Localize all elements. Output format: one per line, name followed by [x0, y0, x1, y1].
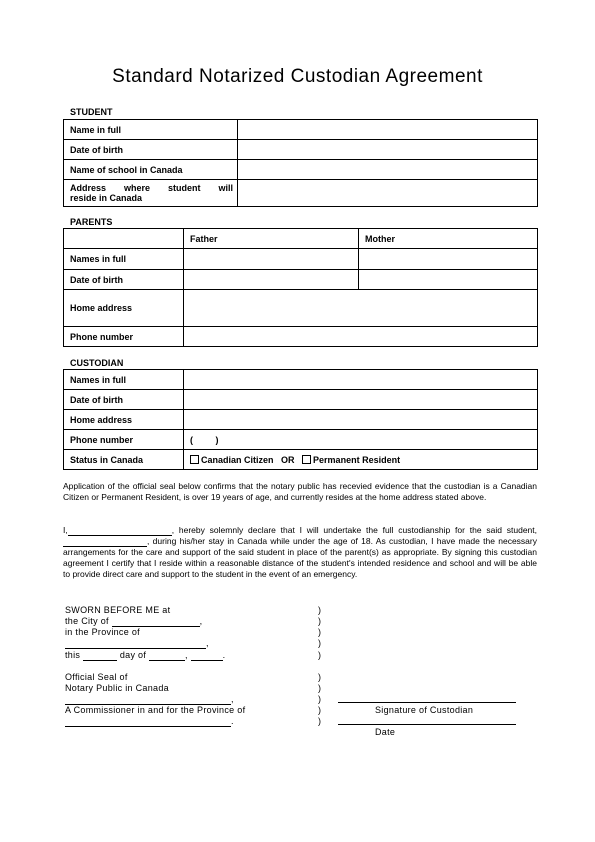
notary-blank[interactable]	[65, 695, 231, 705]
bracket-1: )	[318, 605, 321, 615]
custodian-dob-field[interactable]	[184, 390, 538, 410]
custodian-address-field[interactable]	[184, 410, 538, 430]
mother-dob-field[interactable]	[359, 270, 538, 290]
notary-public-label: Notary Public in Canada	[65, 683, 169, 693]
bracket-4: )	[318, 638, 321, 648]
parents-corner-cell	[64, 229, 184, 249]
sworn-before-me: SWORN BEFORE ME at	[65, 605, 171, 615]
date-label: Date	[375, 727, 396, 737]
bracket-8: )	[318, 694, 321, 704]
canadian-citizen-label: Canadian Citizen	[201, 454, 274, 465]
declaration-student-blank[interactable]	[63, 537, 147, 547]
father-dob-field[interactable]	[184, 270, 359, 290]
student-name-label: Name in full	[64, 120, 238, 140]
custodian-name-label: Names in full	[64, 370, 184, 390]
date-line[interactable]	[338, 724, 516, 725]
father-name-field[interactable]	[184, 249, 359, 270]
mother-name-field[interactable]	[359, 249, 538, 270]
student-address-label	[64, 180, 238, 207]
custodian-phone-field[interactable]	[184, 430, 538, 450]
custodian-table	[63, 369, 538, 470]
declaration-part1: , hereby solemnly declare that I will undertake the full custodianship for the said student,	[171, 525, 537, 535]
province-blank[interactable]	[65, 639, 206, 649]
commissioner-line: .	[65, 716, 234, 727]
bracket-9: )	[318, 705, 321, 715]
student-address-label-line1: Address where student will	[70, 183, 233, 193]
province-line: ,	[65, 638, 209, 649]
bracket-2: )	[318, 616, 321, 626]
parents-phone-field[interactable]	[184, 327, 538, 347]
province-of-label: in the Province of	[65, 627, 140, 637]
this-label: this	[65, 650, 81, 660]
day-blank[interactable]	[83, 651, 117, 661]
official-seal-label: Official Seal of	[65, 672, 128, 682]
custodian-status-field	[184, 450, 538, 470]
parents-address-field[interactable]	[184, 290, 538, 327]
commissioner-label: A Commissioner in and for the Province of	[65, 705, 246, 715]
custodian-dob-label: Date of birth	[64, 390, 184, 410]
bracket-3: )	[318, 627, 321, 637]
parents-address-label: Home address	[64, 290, 184, 327]
parents-dob-label: Date of birth	[64, 270, 184, 290]
sworn-date-line: this day of , .	[65, 650, 226, 660]
signature-line[interactable]	[338, 702, 516, 703]
parents-table	[63, 228, 538, 347]
notary-line: ,	[65, 694, 234, 705]
canadian-citizen-checkbox[interactable]	[190, 455, 199, 464]
custodian-heading: CUSTODIAN	[70, 358, 124, 368]
document-title: Standard Notarized Custodian Agreement	[112, 66, 483, 87]
parents-phone-label: Phone number	[64, 327, 184, 347]
permanent-resident-checkbox[interactable]	[302, 455, 311, 464]
student-address-field[interactable]	[238, 180, 538, 207]
custodian-status-label: Status in Canada	[64, 450, 184, 470]
student-school-label: Name of school in Canada	[64, 160, 238, 180]
year-blank[interactable]	[191, 651, 223, 661]
bracket-5: )	[318, 650, 321, 660]
student-table	[63, 119, 538, 207]
city-of-line: the City of ,	[65, 616, 203, 626]
month-blank[interactable]	[149, 651, 185, 661]
status-or-label: OR	[281, 454, 295, 465]
declaration-part2: , during his/her stay in Canada while under the age of 18. As custodian, I have made the necessary arrangements for the care and support of the said student in place of the parent(s) as appropriate. By signing this custodian agreement I certify that I reside within a reasonable distance of the student's intended residence and school and will be able to provide direct care and support to the student in the event of an emergency.	[63, 536, 537, 579]
custodian-name-field[interactable]	[184, 370, 538, 390]
bracket-7: )	[318, 683, 321, 693]
bracket-10: )	[318, 716, 321, 726]
declaration-paragraph	[63, 525, 537, 580]
student-name-field[interactable]	[238, 120, 538, 140]
bracket-6: )	[318, 672, 321, 682]
father-column-header: Father	[184, 229, 359, 249]
student-address-label-line2: reside in Canada	[70, 193, 143, 203]
commissioner-province-blank[interactable]	[65, 717, 231, 727]
day-of-label: day of	[119, 650, 147, 660]
student-school-field[interactable]	[238, 160, 538, 180]
permanent-resident-label: Permanent Resident	[313, 454, 401, 465]
student-dob-field[interactable]	[238, 140, 538, 160]
declaration-start: I,	[63, 525, 68, 535]
custodian-phone-label: Phone number	[64, 430, 184, 450]
student-dob-label: Date of birth	[64, 140, 238, 160]
custodian-phone-area-code: ( )	[190, 434, 219, 445]
parents-names-label: Names in full	[64, 249, 184, 270]
mother-column-header: Mother	[359, 229, 538, 249]
custodian-address-label: Home address	[64, 410, 184, 430]
declarant-name-blank[interactable]	[68, 526, 172, 536]
parents-heading: PARENTS	[70, 217, 113, 227]
city-blank[interactable]	[112, 617, 200, 627]
city-of-label: the City of	[65, 616, 109, 626]
student-heading: STUDENT	[70, 107, 113, 117]
signature-label: Signature of Custodian	[375, 705, 474, 715]
seal-confirmation-paragraph: Application of the official seal below confirms that the notary public has recevied evidence that the custodian is a Canadian Citizen or Permanent Resident, is over 19 years of age, and currently resides at the home address stated above.	[63, 481, 537, 502]
